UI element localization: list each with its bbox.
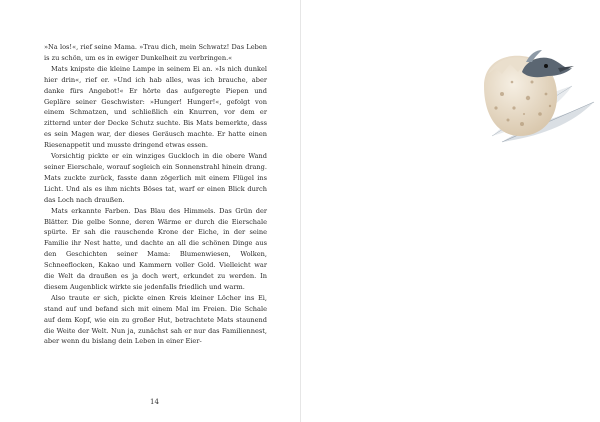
bird-icon (522, 50, 574, 77)
paragraph: Vorsichtig pickte er ein winziges Guckloch in die obere Wand seiner Eierschale, worauf sogleich ein Sonnenstrahl hinein drang. Mats zuckte zurück, fasste dann zögerlich mit einem Flügel ins Licht. Und als es ihm nichts Böses tat, warf er einen Blick durch das Loch nach draußen. (44, 152, 267, 204)
left-page-text (44, 42, 267, 347)
paragraph: »Na los!«, rief seine Mama. »Trau dich, mein Schwatz! Das Leben is zu schön, um es in ewiger Dunkelheit zu verbringen.« (44, 43, 267, 62)
paragraph: Mats erkannte Farben. Das Blau des Himmels. Das Grün der Blätter. Die gelbe Sonne, deren Wärme er durch die Eierschale spürte. Er sah die rauschende Krone der Eiche, in der seine Familie ihr Nest hatte, und dachte an all die schönen Dinge aus den Geschichten seiner Mama: Blumenwiesen, Wolken, Schneeflocken, Kakao und Kammern voller Gold. Vielleicht war die Welt da draußen es ja doch wert, erkundet zu werden. In diesem Augenblick wirkte sie jedenfalls friedlich und warm. (44, 206, 267, 291)
paragraph: Mats knipste die kleine Lampe in seinem Ei an. »Is nich dunkel hier drin«, rief er. »Und ich hab alles, was ich brauche, aber danke fürs Angebot!« Er hörte das aufgeregte Piepen und Gepläre seiner Geschwister: »Hunger! Hunger!«, gefolgt von einem Schmatzen, und schließlich ein Knurren, vor dem er zitternd unter der Decke Schutz suchte. Bis Mats bemerkte, dass es sein Magen war, der dieses Geräusch machte. Er hatte einen Riesenappetit und musste dringend etwas essen. (44, 64, 267, 150)
page-number-left: 14 (150, 398, 159, 406)
hatching-egg-illustration (462, 24, 598, 154)
paragraph: Also traute er sich, pickte einen Kreis kleiner Löcher ins Ei, stand auf und befand sich mit einem Mal im Freien. Die Schale auf dem Kopf, wie ein zu großer Hut, betrachtete Mats staunend die Weite der Welt. Nun ja, zunächst sah er nur das Familiennest, aber wenn du bislang dein Leben in einer Eier- (44, 293, 267, 346)
